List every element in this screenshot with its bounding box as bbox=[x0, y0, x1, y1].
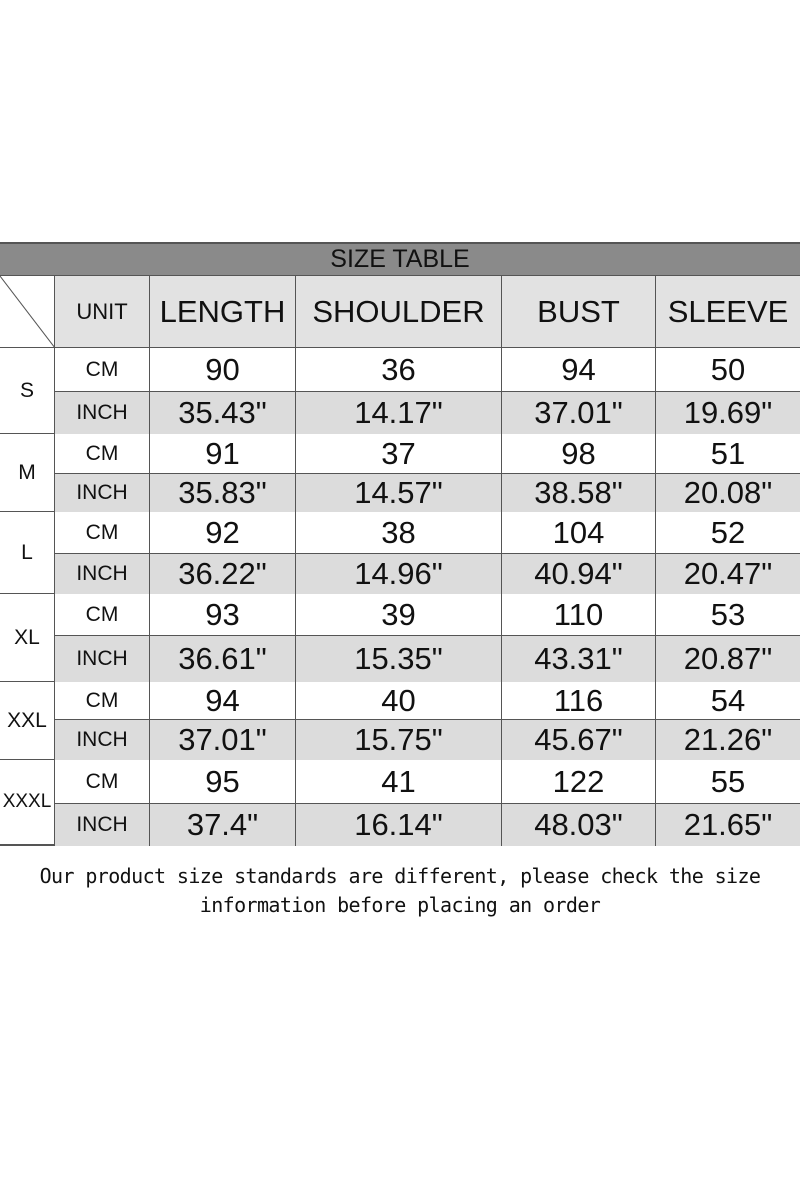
table-row-cm bbox=[55, 682, 800, 720]
table-row-inch bbox=[55, 636, 800, 682]
shoulder-value-cell: 14.57" bbox=[296, 474, 502, 512]
length-value-cell: 36.61" bbox=[150, 636, 296, 682]
size-group-xxxl bbox=[0, 760, 800, 846]
length-value-cell: 93 bbox=[150, 594, 296, 635]
table-row-cm bbox=[55, 512, 800, 554]
sleeve-value-cell: 52 bbox=[710, 514, 746, 550]
length-value-cell: 91 bbox=[150, 434, 296, 473]
unit-cell: INCH bbox=[55, 474, 150, 512]
shoulder-value-cell: 41 bbox=[296, 760, 502, 803]
length-value-cell: 35.43" bbox=[150, 392, 296, 434]
sleeve-value-cell: 20.87" bbox=[683, 641, 773, 676]
shoulder-value-cell: 36 bbox=[296, 348, 502, 391]
bust-value-cell: 40.94" bbox=[502, 554, 656, 594]
sleeve-value-cell: 21.26" bbox=[683, 722, 773, 757]
table-row-cm bbox=[55, 594, 800, 636]
size-label: XL bbox=[0, 594, 55, 681]
shoulder-value-cell: 39 bbox=[296, 594, 502, 635]
column-header-shoulder: SHOULDER bbox=[296, 276, 502, 347]
sleeve-value-cell: 19.69" bbox=[683, 395, 773, 430]
table-row-inch bbox=[55, 804, 800, 846]
shoulder-value-cell: 37 bbox=[296, 434, 502, 473]
bust-value-cell: 45.67" bbox=[502, 720, 656, 760]
length-value-cell: 92 bbox=[150, 512, 296, 553]
sleeve-value-cell: 55 bbox=[710, 763, 746, 799]
bust-value-cell: 110 bbox=[502, 594, 656, 635]
unit-cell: CM bbox=[55, 760, 150, 803]
sleeve-value-cell: 50 bbox=[710, 351, 746, 387]
disclaimer-line-2: information before placing an order bbox=[199, 893, 601, 917]
sleeve-value-cell: 20.08" bbox=[683, 475, 773, 510]
bust-value-cell: 43.31" bbox=[502, 636, 656, 682]
table-row-inch bbox=[55, 554, 800, 594]
bust-value-cell: 37.01" bbox=[502, 392, 656, 434]
table-row-cm bbox=[55, 760, 800, 804]
diagonal-line-icon bbox=[0, 276, 55, 348]
sleeve-value-cell: 51 bbox=[710, 435, 746, 471]
sleeve-value-cell: 21.65" bbox=[683, 807, 773, 842]
shoulder-value-cell: 16.14" bbox=[296, 804, 502, 846]
unit-cell: INCH bbox=[55, 392, 150, 434]
size-label: XXL bbox=[0, 682, 55, 759]
unit-cell: CM bbox=[55, 434, 150, 473]
length-value-cell: 37.4" bbox=[150, 804, 296, 846]
table-row-inch bbox=[55, 392, 800, 434]
unit-cell: INCH bbox=[55, 636, 150, 682]
length-value-cell: 95 bbox=[150, 760, 296, 803]
bust-value-cell: 94 bbox=[502, 348, 656, 391]
disclaimer-line-1: Our product size standards are different, please check the size bbox=[39, 864, 761, 888]
size-group-l bbox=[0, 512, 800, 594]
size-group-s bbox=[0, 348, 800, 434]
shoulder-value-cell: 15.35" bbox=[296, 636, 502, 682]
size-group-xl bbox=[0, 594, 800, 682]
size-label: L bbox=[0, 512, 55, 593]
length-value-cell: 37.01" bbox=[150, 720, 296, 760]
table-row-inch bbox=[55, 720, 800, 760]
shoulder-value-cell: 15.75" bbox=[296, 720, 502, 760]
bust-value-cell: 48.03" bbox=[502, 804, 656, 846]
table-row-inch bbox=[55, 474, 800, 512]
table-row-cm bbox=[55, 348, 800, 392]
table-title: SIZE TABLE bbox=[0, 242, 800, 276]
length-value-cell: 35.83" bbox=[150, 474, 296, 512]
bust-value-cell: 38.58" bbox=[502, 474, 656, 512]
table-row-cm bbox=[55, 434, 800, 474]
unit-cell: INCH bbox=[55, 554, 150, 594]
size-group-xxl bbox=[0, 682, 800, 760]
length-value-cell: 94 bbox=[150, 682, 296, 719]
size-group-m bbox=[0, 434, 800, 512]
bust-value-cell: 104 bbox=[502, 512, 656, 553]
size-label: S bbox=[0, 348, 55, 433]
unit-cell: CM bbox=[55, 594, 150, 635]
length-value-cell: 90 bbox=[150, 348, 296, 391]
unit-header: UNIT bbox=[55, 276, 150, 347]
shoulder-value-cell: 40 bbox=[296, 682, 502, 719]
bust-value-cell: 98 bbox=[502, 434, 656, 473]
shoulder-value-cell: 14.96" bbox=[296, 554, 502, 594]
column-header-length: LENGTH bbox=[150, 276, 296, 347]
column-header-sleeve: SLEEVE bbox=[656, 276, 800, 347]
sleeve-value-cell: 53 bbox=[710, 596, 746, 632]
shoulder-value-cell: 38 bbox=[296, 512, 502, 553]
size-table bbox=[0, 242, 800, 846]
shoulder-value-cell: 14.17" bbox=[296, 392, 502, 434]
sleeve-value-cell: 54 bbox=[710, 682, 746, 718]
unit-cell: INCH bbox=[55, 720, 150, 760]
sleeve-value-cell: 20.47" bbox=[683, 556, 773, 591]
bust-value-cell: 116 bbox=[502, 682, 656, 719]
bust-value-cell: 122 bbox=[502, 760, 656, 803]
size-disclaimer-note bbox=[0, 862, 800, 920]
corner-diagonal-cell bbox=[0, 276, 55, 347]
table-header-row bbox=[0, 276, 800, 348]
size-label: M bbox=[0, 434, 55, 511]
unit-cell: CM bbox=[55, 682, 150, 719]
unit-cell: INCH bbox=[55, 804, 150, 846]
column-header-bust: BUST bbox=[502, 276, 656, 347]
unit-cell: CM bbox=[55, 512, 150, 553]
unit-cell: CM bbox=[55, 348, 150, 391]
size-label: XXXL bbox=[0, 760, 55, 844]
length-value-cell: 36.22" bbox=[150, 554, 296, 594]
